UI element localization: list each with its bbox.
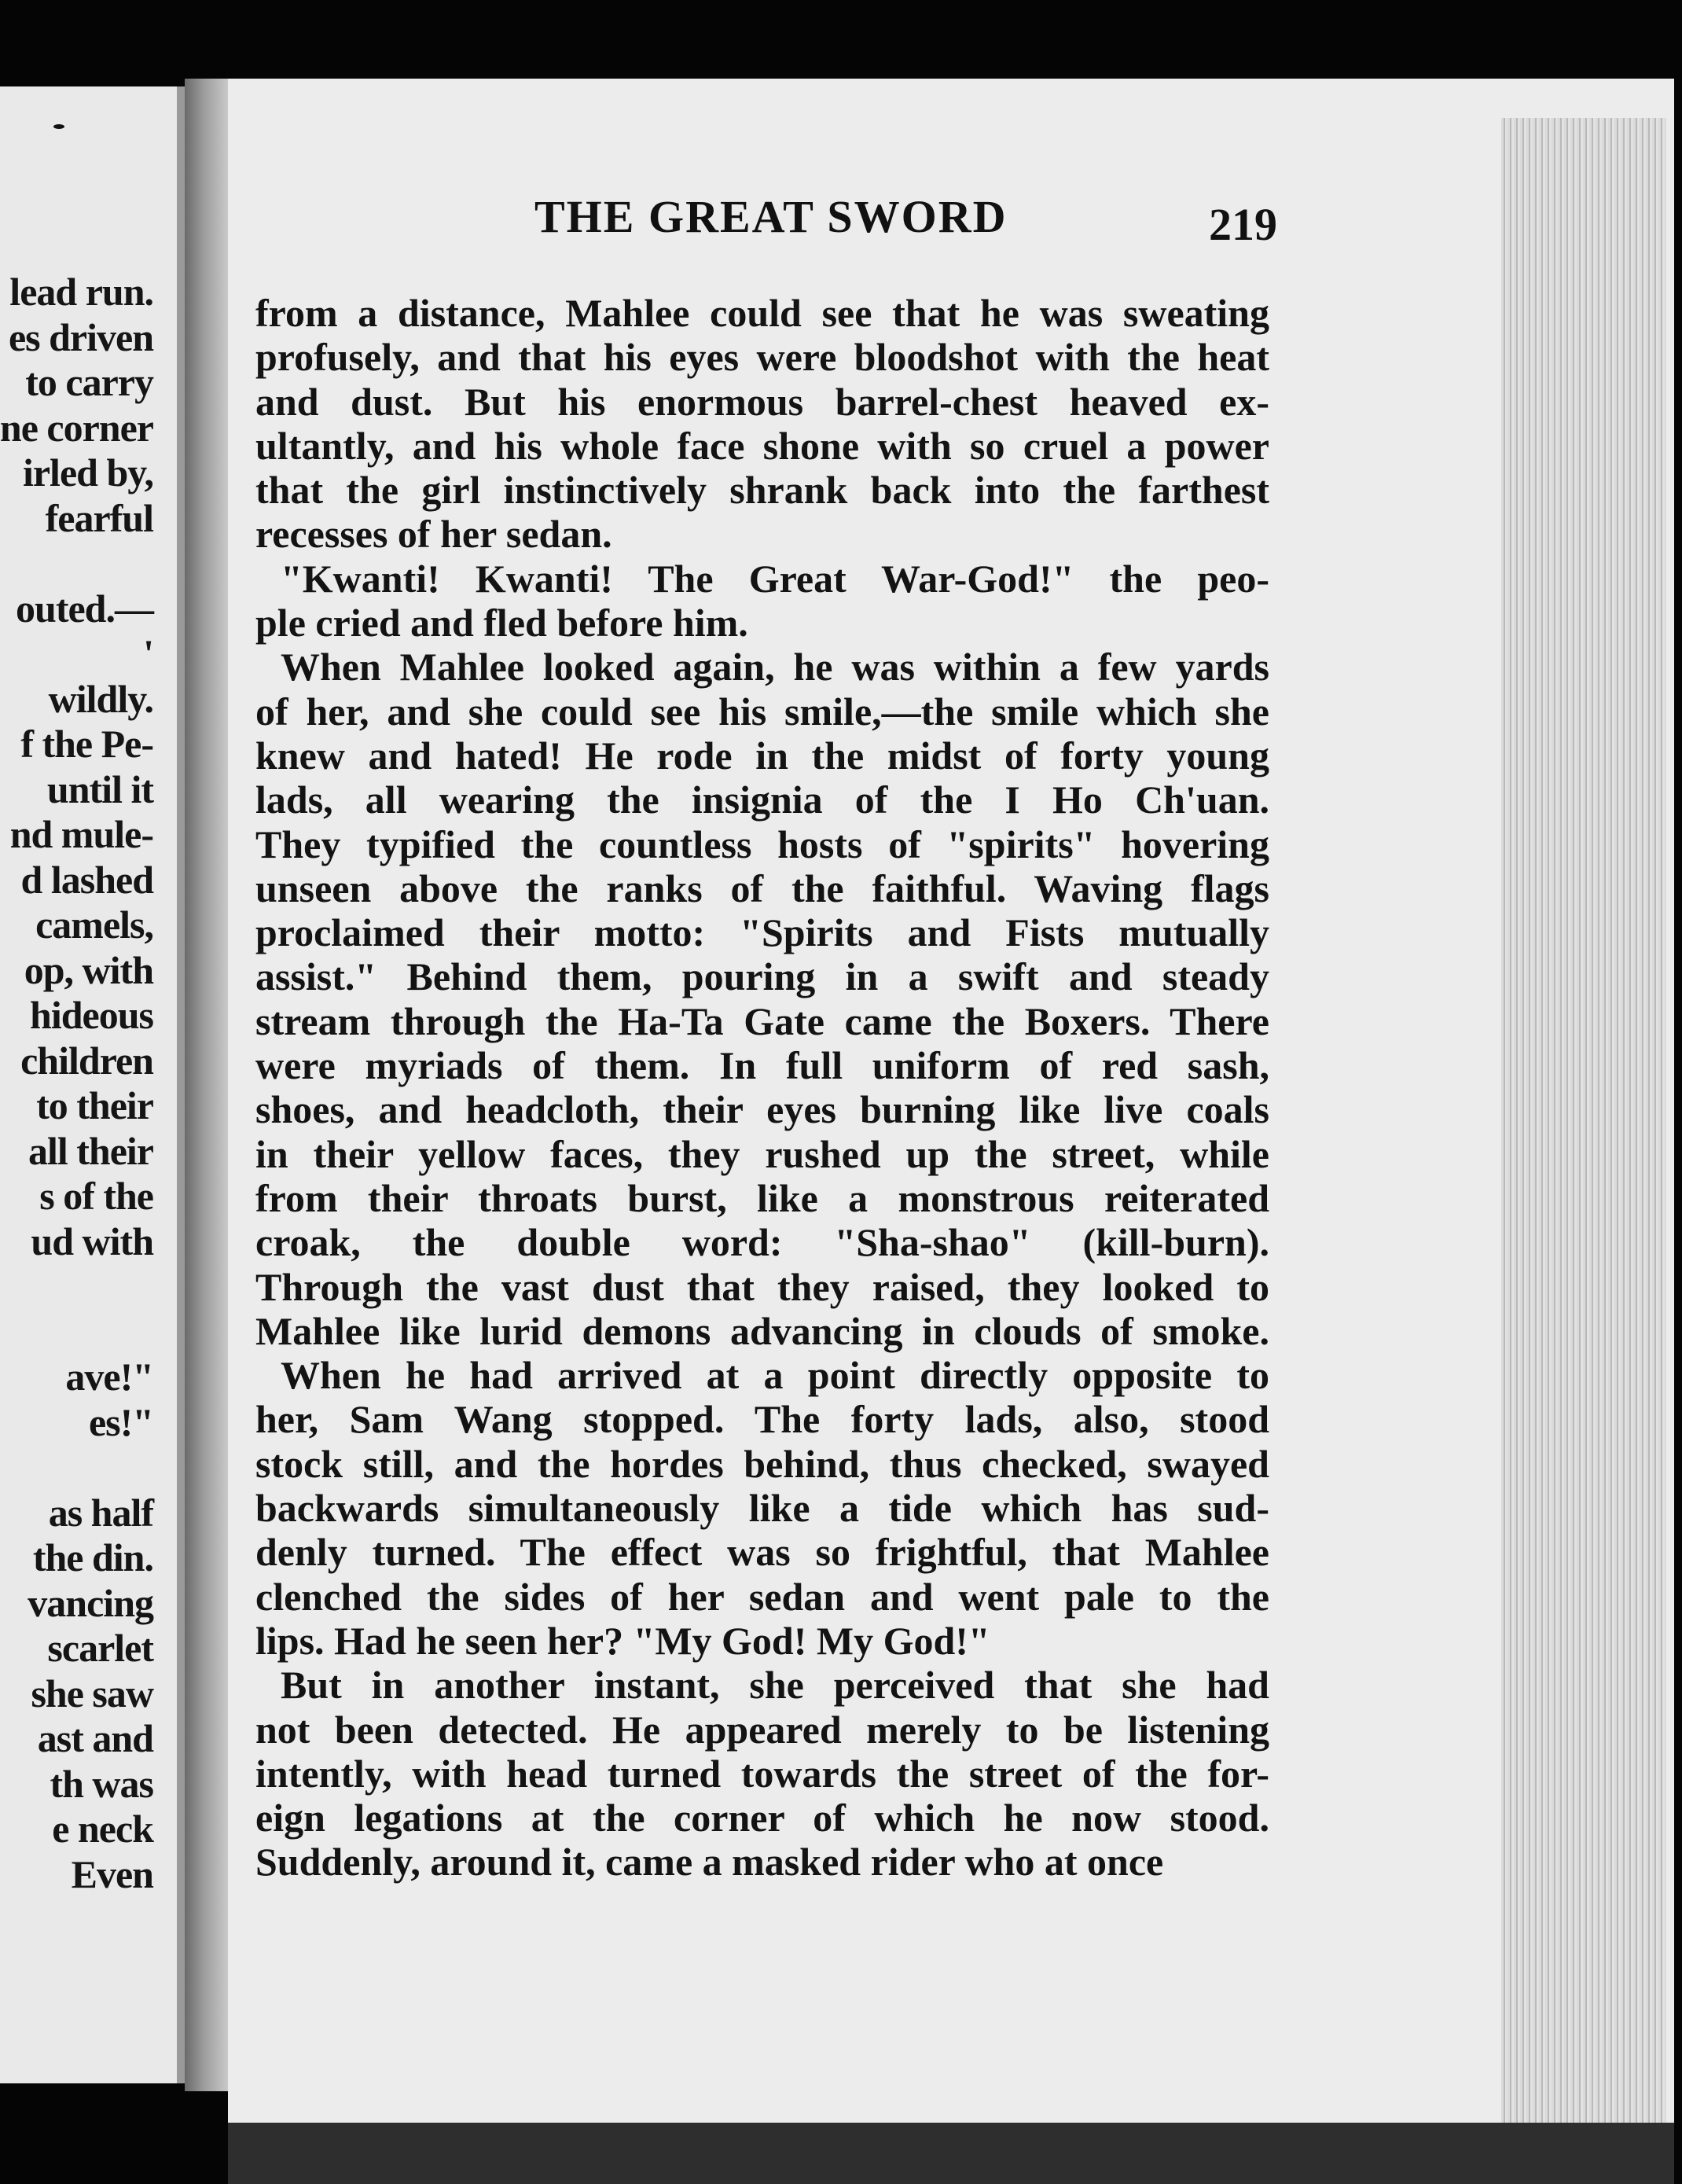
text-line: not been detected. He appeared merely to be listening <box>255 1707 1269 1752</box>
text-line: in their yellow faces, they rushed up the street, while <box>255 1131 1269 1176</box>
facing-page-line: th was <box>50 1761 153 1806</box>
text-line: backwards simultaneously like a tide which has sud- <box>255 1486 1269 1531</box>
text-line: denly turned. The effect was so frightful, that Mahlee <box>255 1530 1269 1575</box>
text-line: stream through the Ha-Ta Gate came the Boxers. There <box>255 998 1269 1043</box>
running-head: THE GREAT SWORD <box>534 191 1008 242</box>
text-line: They typified the countless hosts of "spirits" hovering <box>255 822 1269 866</box>
text-line: intently, with head turned towards the street of the for- <box>255 1751 1269 1796</box>
facing-page-line: ave!" <box>65 1355 153 1399</box>
facing-page-line: ne corner <box>0 405 153 450</box>
facing-page-line: camels, <box>35 903 153 947</box>
text-line: croak, the double word: "Sha-shao" (kill-burn). <box>255 1220 1269 1265</box>
facing-page-line: s of the <box>39 1174 153 1218</box>
text-line: When he had arrived at a point directly opposite to <box>281 1353 1269 1398</box>
facing-page-line: children <box>20 1038 153 1083</box>
ink-speck <box>53 124 64 129</box>
text-line: and dust. But his enormous barrel-chest heaved ex- <box>255 379 1269 424</box>
page-number: 219 <box>1209 199 1277 250</box>
text-line: clenched the sides of her sedan and went pale to the <box>255 1574 1269 1619</box>
facing-page-line: until it <box>46 767 153 811</box>
text-line: Mahlee like lurid demons advancing in clouds of smoke. <box>255 1308 1269 1353</box>
facing-page-line: Even <box>71 1851 153 1896</box>
facing-page-line: outed.— <box>16 586 153 631</box>
text-line: assist." Behind them, pouring in a swift and steady <box>255 954 1269 999</box>
text-line: that the girl instinctively shrank back into the farthest <box>255 468 1269 513</box>
facing-page-line: she saw <box>31 1671 153 1715</box>
text-line: knew and hated! He rode in the midst of forty young <box>255 733 1269 778</box>
facing-page-line: ud with <box>31 1219 153 1263</box>
facing-page-line: lead run. <box>9 270 153 314</box>
facing-page-line: to their <box>36 1083 153 1127</box>
scan-bottom-margin <box>228 2123 1674 2184</box>
facing-page-line: e neck <box>52 1807 153 1851</box>
book-gutter <box>185 79 232 2091</box>
facing-page-line: ast and <box>37 1716 153 1760</box>
facing-page-line: irled by, <box>22 450 153 495</box>
facing-page-line: op, with <box>24 947 153 992</box>
text-line: from a distance, Mahlee could see that he was sweating <box>255 291 1269 335</box>
text-line: recesses of her sedan. <box>255 512 612 557</box>
text-line: lips. Had he seen her? "My God! My God!" <box>255 1618 990 1663</box>
facing-page-line: fearful <box>45 495 153 540</box>
text-line: ple cried and fled before him. <box>255 601 748 645</box>
facing-page-line: to carry <box>25 360 153 404</box>
text-line: lads, all wearing the insignia of the I Ho Ch'uan. <box>255 778 1269 822</box>
text-line: ultantly, and his whole face shone with so cruel a power <box>255 423 1269 468</box>
text-line: When Mahlee looked again, he was within a few yards <box>281 645 1269 689</box>
facing-page-line: nd mule- <box>9 812 153 856</box>
text-line: were myriads of them. In full uniform of red sash, <box>255 1043 1269 1088</box>
text-line: But in another instant, she perceived that she had <box>281 1663 1269 1708</box>
facing-page-line: hideous <box>30 993 153 1037</box>
facing-page-line: d lashed <box>20 857 153 902</box>
text-line: her, Sam Wang stopped. The forty lads, also, stood <box>255 1397 1269 1442</box>
facing-page-line: the din. <box>32 1535 153 1579</box>
facing-page-line: f the Pe- <box>20 722 153 766</box>
facing-page-line: es!" <box>88 1399 153 1444</box>
page-edges <box>1501 118 1666 2154</box>
text-line: stock still, and the hordes behind, thus checked, swayed <box>255 1441 1269 1486</box>
text-line: profusely, and that his eyes were bloodshot with the heat <box>255 335 1269 380</box>
text-line: shoes, and headcloth, their eyes burning like live coals <box>255 1087 1269 1132</box>
body-text <box>255 291 1269 1884</box>
text-line: eign legations at the corner of which he now stood. <box>255 1796 1269 1840</box>
text-line: from their throats burst, like a monstrous reiterated <box>255 1175 1269 1220</box>
text-line: Suddenly, around it, came a masked rider who at once <box>255 1840 1164 1884</box>
text-line: proclaimed their motto: "Spirits and Fists mutually <box>255 910 1269 955</box>
facing-page-line: all their <box>28 1128 153 1173</box>
facing-page-line: es driven <box>8 314 153 359</box>
text-line: "Kwanti! Kwanti! The Great War-God!" the peo- <box>281 556 1269 601</box>
facing-page-line: as half <box>48 1490 153 1535</box>
text-line: Through the vast dust that they raised, they looked to <box>255 1264 1269 1309</box>
text-line: unseen above the ranks of the faithful. Waving flags <box>255 866 1269 910</box>
facing-page-line: vancing <box>28 1580 153 1625</box>
facing-page-line: scarlet <box>47 1626 153 1670</box>
facing-page-line: wildly. <box>48 676 153 721</box>
facing-page-line: ' <box>143 631 153 675</box>
text-line: of her, and she could see his smile,—the smile which she <box>255 689 1269 734</box>
facing-page-fragment <box>0 86 185 2083</box>
